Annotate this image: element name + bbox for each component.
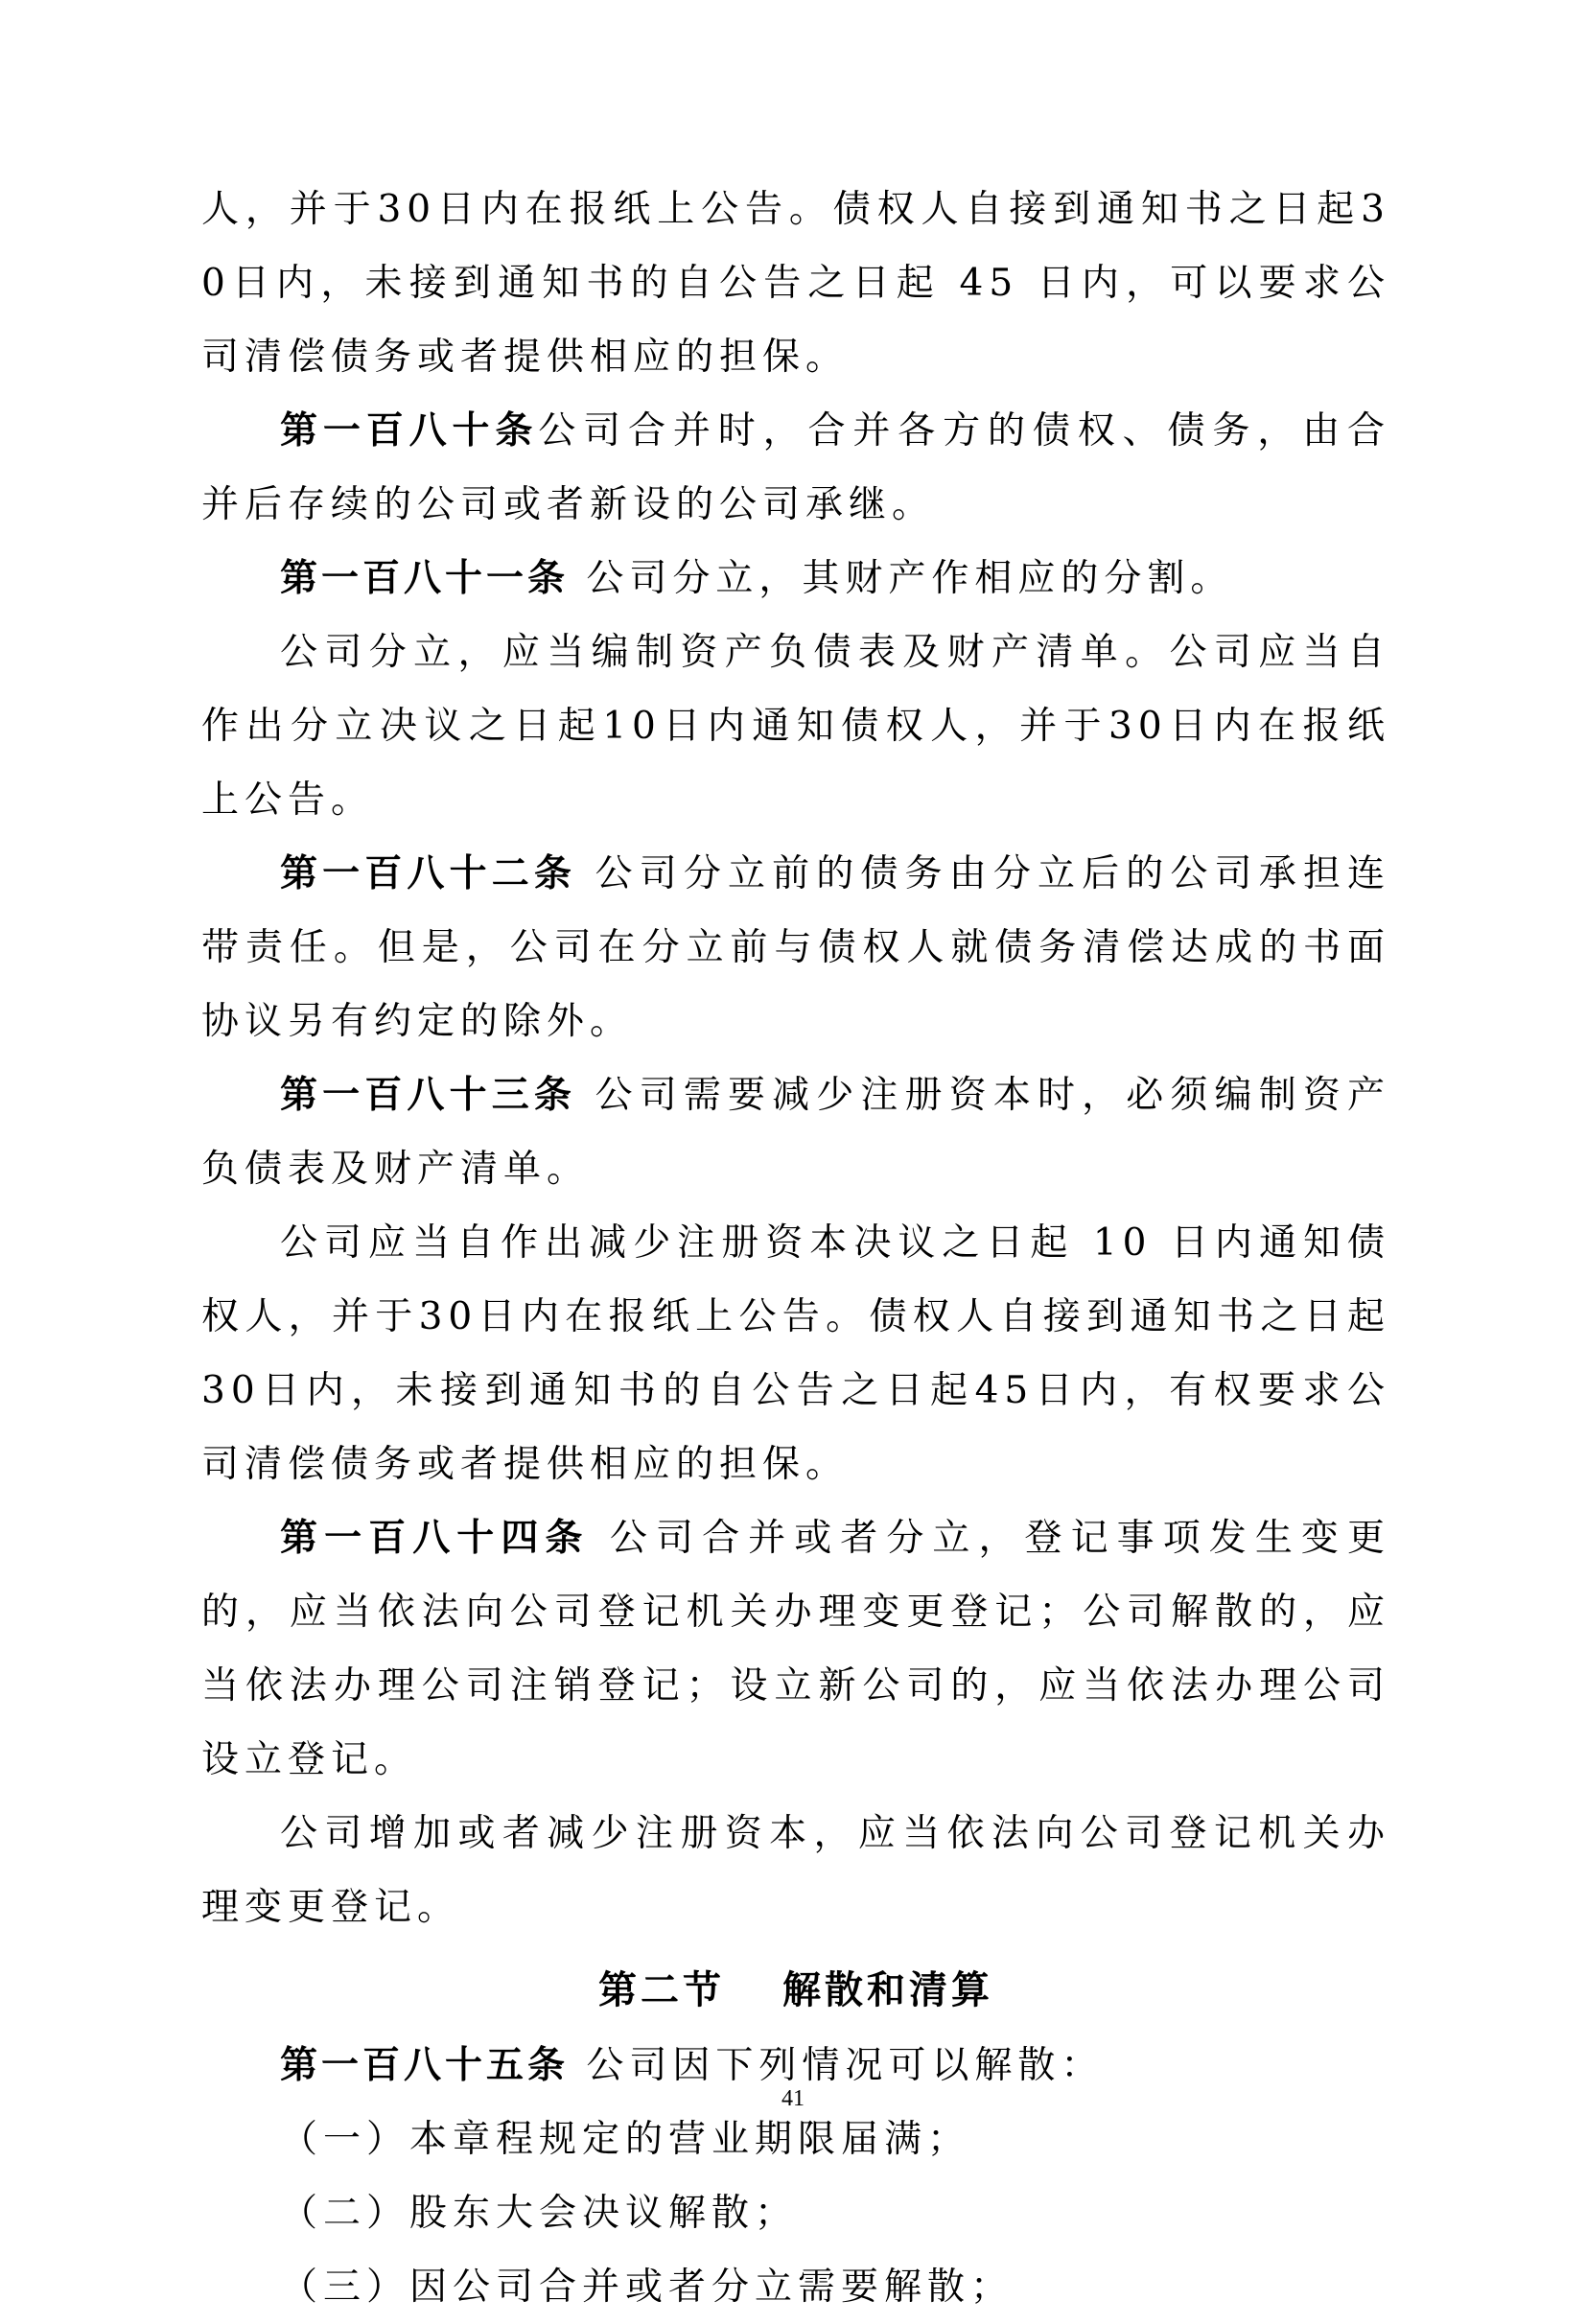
article-183 <box>201 1058 1390 1206</box>
article-number: 第一百八十四条 <box>280 1516 590 1560</box>
section-title: 解散和清算 <box>782 1967 993 2012</box>
paragraph-text: 公司分立前的债务由分立后的公司承担连带责任。但是，公司在分立前与债权人就债务清偿达成的书面协议另有约定的除外。 <box>201 852 1390 1043</box>
paragraph-text: 公司分立，其财产作相应的分割。 <box>569 557 1234 600</box>
page-number: 41 <box>781 2086 805 2111</box>
paragraph-text: 公司因下列情况可以解散： <box>569 2044 1105 2087</box>
article-number: 第一百八十二条 <box>280 851 577 895</box>
article-number: 第一百八十条 <box>280 408 539 453</box>
list-item-3 <box>201 2250 1390 2324</box>
article-number: 第一百八十三条 <box>280 1073 577 1117</box>
article-number: 第一百八十一条 <box>280 556 570 600</box>
document-page <box>201 173 1390 2324</box>
list-item-text: （二）股东大会决议解散； <box>280 2192 799 2235</box>
paragraph-text: 公司需要减少注册资本时，必须编制资产负债表及财产清单。 <box>201 1074 1390 1191</box>
article-180 <box>201 394 1390 542</box>
list-item-1 <box>201 2103 1390 2176</box>
article-183-clause-2 <box>201 1206 1390 1501</box>
article-number: 第一百八十五条 <box>280 2043 570 2087</box>
article-184-clause-2 <box>201 1797 1390 1944</box>
article-181-clause-2 <box>201 616 1390 837</box>
paragraph-text: 公司增加或者减少注册资本，应当依法向公司登记机关办理变更登记。 <box>201 1812 1390 1929</box>
paragraph-text: 公司合并或者分立，登记事项发生变更的，应当依法向公司登记机关办理变更登记；公司解散的，应当依法办理公司注销登记；设立新公司的，应当依法办理公司设立登记。 <box>201 1517 1390 1781</box>
paragraph-text: 人，并于30日内在报纸上公告。债权人自接到通知书之日起30日内，未接到通知书的自公告之日起 45 日内，可以要求公司清偿债务或者提供相应的担保。 <box>201 188 1390 379</box>
paragraph-text: 公司合并时，合并各方的债权、债务，由合并后存续的公司或者新设的公司承继。 <box>201 409 1390 526</box>
paragraph-text: 公司应当自作出减少注册资本决议之日起 10 日内通知债权人，并于30日内在报纸上公告。债权人自接到通知书之日起30日内，未接到通知书的自公告之日起45日内，有权要求公司清偿债务或者提供相应的担保。 <box>201 1221 1390 1486</box>
paragraph-continuation <box>201 173 1390 394</box>
list-item-2 <box>201 2176 1390 2250</box>
article-184 <box>201 1501 1390 1797</box>
section-number: 第二节 <box>598 1967 725 2012</box>
article-181 <box>201 542 1390 616</box>
article-182 <box>201 837 1390 1058</box>
section-heading <box>201 1952 1390 2029</box>
paragraph-text: 公司分立，应当编制资产负债表及财产清单。公司应当自作出分立决议之日起10日内通知债权人，并于30日内在报纸上公告。 <box>201 631 1390 822</box>
list-item-text: （三）因公司合并或者分立需要解散； <box>280 2266 1015 2309</box>
list-item-text: （一）本章程规定的营业期限届满； <box>280 2118 971 2161</box>
